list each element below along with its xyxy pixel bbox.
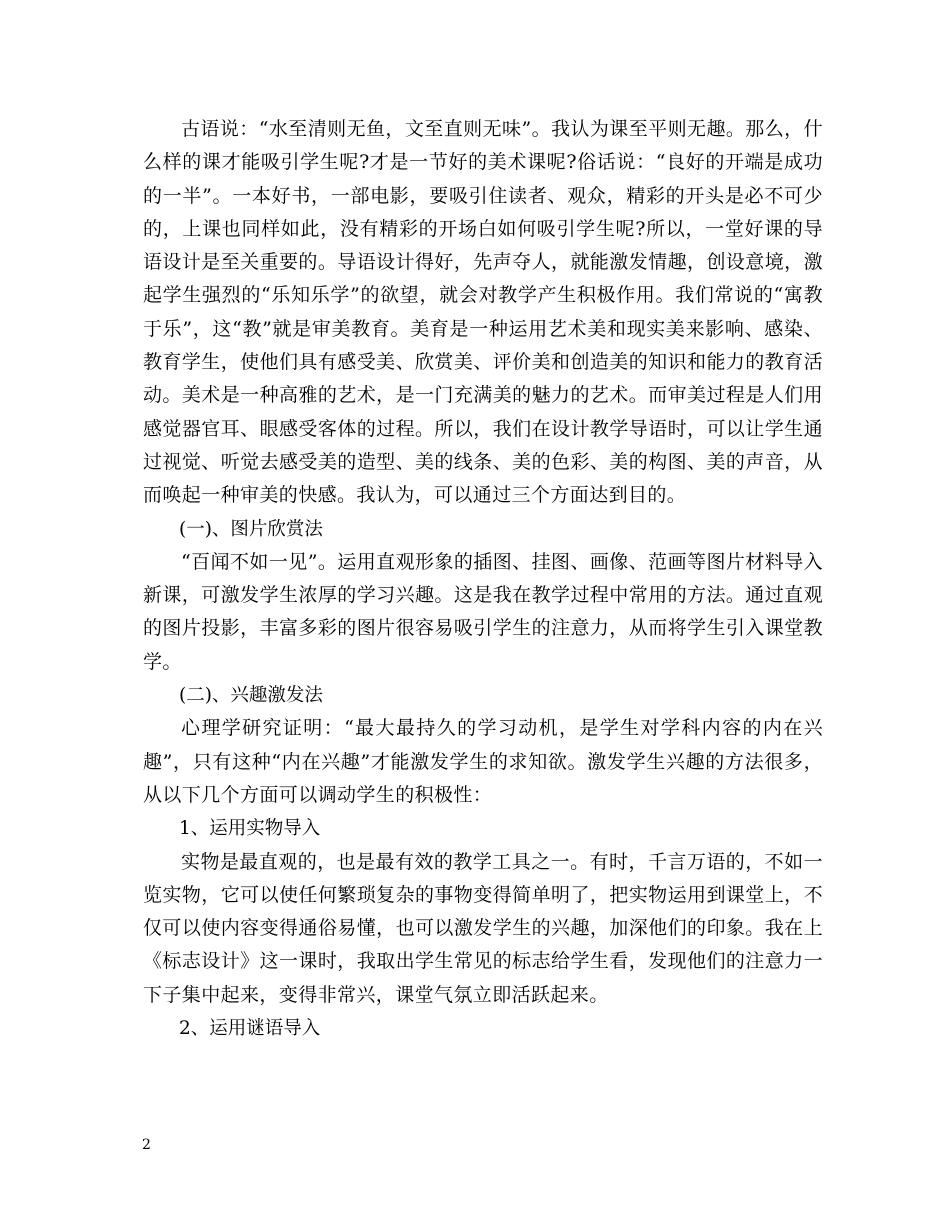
subheading-riddle-introduction: 2、运用谜语导入: [179, 1018, 321, 1040]
subheading-object-introduction: 1、运用实物导入: [179, 818, 321, 840]
paragraph-picture-appreciation: “百闻不如一见”。运用直观形象的插图、挂图、画像、范画等图片材料导入新课，可激发学生浓厚的学习兴趣。这是我在教学过程中常用的方法。通过直观的图片投影，丰富多彩的图片很容易吸引学生的注意力，从而将学生引入课堂教学。: [143, 550, 823, 673]
section-heading-picture-appreciation: (一)、图片欣赏法: [179, 518, 323, 540]
page-body: [143, 113, 823, 1045]
paragraph-intro: 古语说：“水至清则无鱼，文至直则无味”。我认为课至平则无趣。那么，什么样的课才能吸引学生呢?才是一节好的美术课呢?俗话说：“良好的开端是成功的一半”。一本好书，一部电影，要吸引住读者、观众，精彩的开头是必不可少的，上课也同样如此，没有精彩的开场白如何吸引学生呢?所以，一堂好课的导语设计是至关重要的。导语设计得好，先声夺人，就能激发情趣，创设意境，激起学生强烈的“乐知乐学”的欲望，就会对教学产生积极作用。我们常说的“寓教于乐”，这“教”就是审美教育。美育是一种运用艺术美和现实美来影响、感染、教育学生，使他们具有感受美、欣赏美、评价美和创造美的知识和能力的教育活动。美术是一种高雅的艺术，是一门充满美的魅力的艺术。而审美过程是人们用感觉器官耳、眼感受客体的过程。所以，我们在设计教学导语时，可以让学生通过视觉、听觉去感受美的造型、美的线条、美的色彩、美的构图、美的声音，从而唤起一种审美的快感。我认为，可以通过三个方面达到目的。: [143, 118, 823, 507]
paragraph-object-introduction: 实物是最直观的，也是最有效的教学工具之一。有时，千言万语的，不如一览实物，它可以使任何繁琐复杂的事物变得简单明了，把实物运用到课堂上，不仅可以使内容变得通俗易懂，也可以激发学生的兴趣，加深他们的印象。我在上《标志设计》这一课时，我取出学生常见的标志给学生看，发现他们的注意力一下子集中起来，变得非常兴，课堂气氛立即活跃起来。: [143, 850, 823, 1006]
page-number: 2: [142, 1137, 151, 1153]
paragraph-interest-stimulation: 心理学研究证明：“最大最持久的学习动机，是学生对学科内容的内在兴趣”，只有这种“内在兴趣”才能激发学生的求知欲。激发学生兴趣的方法很多，从以下几个方面可以调动学生的积极性：: [143, 717, 823, 806]
section-heading-interest-stimulation: (二)、兴趣激发法: [179, 685, 323, 707]
